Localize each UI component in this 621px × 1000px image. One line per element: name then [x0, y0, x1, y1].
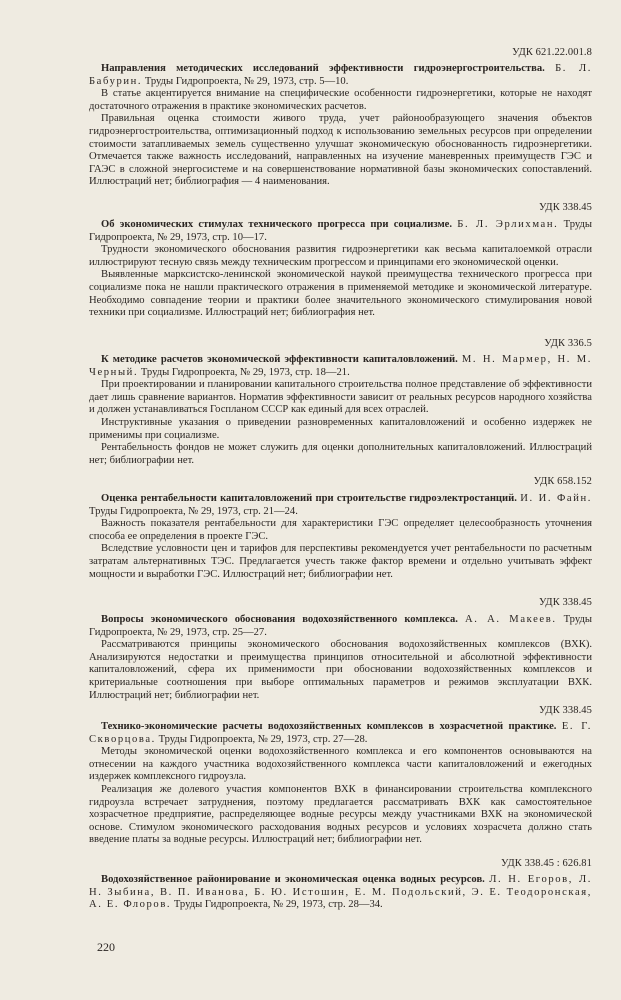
- entry-title: Об экономических стимулах технического прогресса при социализме.: [101, 219, 453, 230]
- entry-paragraph: Выявленные марксистско-ленинской экономической наукой преимущества технического прогресса при социализме пока не нашли практического отражения в применяемой методике и экономической литературе. Необходимо совпадение теории и практики более значительного экономического стимулирования новой техники при социализме. Иллюстраций нет; библиография нет.: [89, 269, 592, 319]
- entry-title: Вопросы экономического обоснования водохозяйственного комплекса.: [101, 614, 458, 625]
- entry-paragraph: Рентабельность фондов не может служить для оценки дополнительных капиталовложений. Иллюстраций нет; библиографии нет.: [89, 442, 592, 466]
- entry-author: Л. Н. Егоров, Л. Н. Зыбина, В. П. Иванова, Б. Ю. Истошин, Е. М. Подольский, Э. Е. Теодоронская, А. Е. Флоров.: [89, 874, 592, 911]
- entry-title: Направления методических исследований эффективности гидроэнергостроительства.: [101, 63, 545, 74]
- udk-code: УДК 336.5: [544, 338, 592, 349]
- entry-author: М. Н. Мармер, Н. М. Черный.: [89, 354, 592, 378]
- entry-source: Труды Гидропроекта, № 29, 1973, стр. 25—27.: [89, 614, 592, 638]
- page-number: 220: [97, 940, 115, 954]
- udk-code: УДК 338.45: [538, 705, 592, 716]
- entry-source: Труды Гидропроекта, № 29, 1973, стр. 10—17.: [89, 219, 593, 243]
- udk-code: УДК 621.22.001.8: [512, 47, 592, 58]
- entry-paragraph: Трудности экономического обоснования развития гидроэнергетики как весьма капиталоемкой отрасли иллюстрируют тесную связь между техническим прогрессом и принципами его экономической оценки.: [89, 244, 592, 268]
- entry-source: Труды Гидропроекта, № 29, 1973, стр. 28—34.: [173, 899, 383, 911]
- entry-paragraph: Реализация же долевого участия компонентов ВХК в финансировании строительства комплексного гидроузла встречает затруднения, поэтому предлагается рассматривать ВХК как самостоятельное хозрасчетное предприятие, распределяющее водные ресурсы между участниками ВХК на экономической основе. Стимулом экономического расходования водных ресурсов и условиях хозрасчета должно стать введение платы за водные ресурсы. Иллюстраций нет; библиографии нет.: [89, 783, 592, 846]
- entry-paragraph: В статье акцентируется внимание на специфические особенности гидроэнергетики, которые не находят достаточного отражения в практике экономических расчетов.: [89, 88, 592, 112]
- entry-source: Труды Гидропроекта, № 29, 1973, стр. 21—24.: [89, 505, 298, 517]
- udk-code: УДК 338.45: [538, 597, 592, 608]
- entry-author: Б. Л. Бабурин.: [89, 63, 592, 87]
- entry-source: Труды Гидропроекта, № 29, 1973, стр. 27—28.: [158, 733, 368, 745]
- entry-title: Оценка рентабельности капиталовложений при строительстве гидроэлектростанций.: [101, 493, 517, 504]
- entry-paragraph: При проектировании и планировании капитального строительства полное представление об эффективности дает лишь сравнение вариантов. Норматив эффективности зависит от реальных ресурсов народного хозяйства и должен устанавливаться Госпланом СССР как единый для всех отраслей.: [89, 379, 592, 416]
- entry-paragraph: Важность показателя рентабельности для характеристики ГЭС определяет целесообразность уточнения способа ее определения в проекте ГЭС.: [89, 518, 592, 542]
- entry-paragraph: Методы экономической оценки водохозяйственного комплекса и его компонентов основываются на отнесении на каждого участника водохозяйственного комплекса части капиталовложений и ежегодных издержек комплексного гидроузла.: [89, 746, 592, 783]
- entry-author: Е. Г. Скворцова.: [89, 721, 592, 745]
- entry-author: Б. Л. Эрлихман.: [457, 219, 559, 230]
- entry-source: Труды Гидропроекта, № 29, 1973, стр. 18—21.: [140, 366, 350, 378]
- abstract-entry: [89, 874, 592, 912]
- abstract-entry: [89, 614, 592, 702]
- entry-paragraph: Вследствие условности цен и тарифов для перспективы рекомендуется учет рентабельности по расчетным затратам альтернативных ТЭС. Предлагается учесть также фактор времени и отдельно учитывать эффект мощности и выработки ГЭС. Иллюстраций нет; библиографии нет.: [89, 543, 592, 580]
- udk-code: УДК 338.45 : 626.81: [501, 858, 592, 869]
- entry-paragraph: Правильная оценка стоимости живого труда, учет районообразующего значения объектов гидроэнергостроительства, оптимизационный подход к использованию земельных ресурсов при определении стоимости затапливаемых земель существенно улучшат экономическую обоснованность гидроэнергетики. Отмечается также важность исследований, направленных на изучение маневренных преимуществ ГЭС и ГАЭС в сложной энергосистеме и на совершенствование нормативной базы экономических сопоставлений. Иллюстраций нет; библиография — 4 наименования.: [89, 113, 592, 188]
- udk-code: УДК 658.152: [533, 476, 592, 487]
- entry-title: Технико-экономические расчеты водохозяйственных комплексов в хозрасчетной практике.: [101, 721, 557, 732]
- entry-paragraph: Инструктивные указания о приведении разновременных капиталовложений и особенно издержек не применимы при социализме.: [89, 416, 592, 441]
- abstract-entry: [89, 721, 592, 847]
- entry-source: Труды Гидропроекта, № 29, 1973, стр. 5—10.: [144, 75, 349, 87]
- abstract-entry: [89, 219, 592, 320]
- udk-code: УДК 338.45: [538, 202, 592, 213]
- entry-title: Водохозяйственное районирование и экономическая оценка водных ресурсов.: [101, 874, 485, 885]
- abstract-entry: [89, 354, 592, 467]
- entry-paragraph: Рассматриваются принципы экономического обоснования водохозяйственных комплексов (ВХК). Анализируются недостатки и преимущества принципов относительной и абсолютной эффективности капиталовложений, сфера их применимости при обосновании водохозяйственных комплексов и критериальные соотношения при выборе оптимальных параметров и режимов эксплуатации ВХК. Иллюстраций нет; библиографии нет.: [89, 639, 592, 701]
- entry-author: А. А. Макеев.: [465, 614, 557, 625]
- entry-title: К методике расчетов экономической эффективности капиталовложений.: [101, 354, 458, 365]
- abstract-entry: [89, 63, 592, 189]
- entry-author: И. И. Файн.: [520, 493, 592, 504]
- abstract-entry: [89, 493, 592, 581]
